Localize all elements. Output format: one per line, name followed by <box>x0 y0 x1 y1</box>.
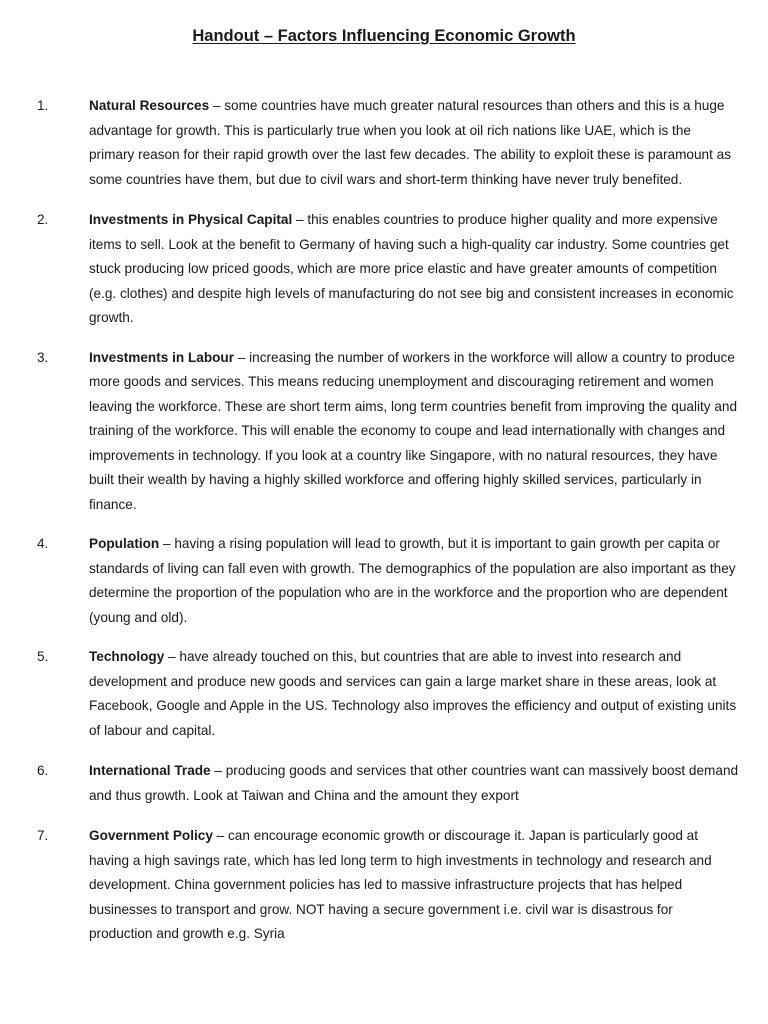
factors-list <box>0 94 768 947</box>
item-text: – have already touched on this, but countries that are able to invest into research and development and produce new goods and services can gain a large market share in these areas, look at Facebook, Google and Apple in the US. Technology also improves the efficiency and output of existing units of labour and capital. <box>89 649 737 738</box>
list-item-population <box>0 532 768 630</box>
page-title: Handout – Factors Influencing Economic Growth <box>192 27 576 45</box>
item-body <box>89 346 739 518</box>
item-body <box>89 94 739 192</box>
item-text: – producing goods and services that other countries want can massively boost demand and thus growth. Look at Taiwan and China and the amount they export <box>89 763 739 803</box>
item-term: Natural Resources <box>89 98 210 113</box>
item-text: – having a rising population will lead to growth, but it is important to gain growth per capita or standards of living can fall even with growth. The demographics of the population are also important as they determine the proportion of the population who are in the workforce and the proportion who are dependent (young and old). <box>89 536 736 625</box>
item-text: – increasing the number of workers in the workforce will allow a country to produce more goods and services. This means reducing unemployment and discouraging retirement and women leaving the workforce. These are short term aims, long term countries benefit from improving the quality and training of the workforce. This will enable the economy to coupe and lead internationally with changes and improvements in technology. If you look at a country like Singapore, with no natural resources, they have built their wealth by having a highly skilled workforce and offering highly skilled services, particularly in finance. <box>89 349 738 512</box>
list-item-technology <box>0 645 768 743</box>
item-number: 2. <box>37 212 49 227</box>
item-number: 5. <box>37 649 49 664</box>
item-number: 4. <box>37 536 49 551</box>
item-number: 7. <box>37 828 49 843</box>
item-term: Technology <box>89 649 165 664</box>
item-body <box>89 645 739 743</box>
item-term: Investments in Labour <box>89 349 235 365</box>
item-text: – some countries have much greater natural resources than others and this is a huge advantage for growth. This is particularly true when you look at oil rich nations like UAE, which is the primary reason for their rapid growth over the last few decades. The ability to exploit these is paramount as some countries have them, but due to civil wars and short-term thinking have never truly benefited. <box>89 98 731 187</box>
list-item-international-trade <box>0 759 768 808</box>
item-term: Government Policy <box>89 828 213 843</box>
item-term: Population <box>89 536 160 551</box>
item-number: 6. <box>37 763 49 778</box>
list-item-government-policy <box>0 824 768 947</box>
item-term: International Trade <box>89 763 211 778</box>
item-body <box>89 208 739 331</box>
item-term: Investments in Physical Capital <box>89 212 293 227</box>
item-text: – can encourage economic growth or discourage it. Japan is particularly good at having a high savings rate, which has led long term to high investments in technology and research and development. China government policies has led to massive infrastructure projects that has helped businesses to transport and grow. NOT having a secure government i.e. civil war is disastrous for production and growth e.g. Syria <box>89 828 712 941</box>
list-item-physical-capital <box>0 208 768 331</box>
item-body <box>89 824 739 947</box>
item-body <box>89 532 739 630</box>
item-text: – this enables countries to produce higher quality and more expensive items to sell. Look at the benefit to Germany of having such a high-quality car industry. Some countries get stuck producing low priced goods, which are more price elastic and have greater amounts of competition (e.g. clothes) and despite high levels of manufacturing do not see big and consistent increases in economic growth. <box>89 212 734 325</box>
item-number: 1. <box>37 98 49 113</box>
item-number: 3. <box>37 349 49 365</box>
list-item-natural-resources <box>0 94 768 192</box>
list-item-labour <box>0 346 768 518</box>
item-body <box>89 759 739 808</box>
